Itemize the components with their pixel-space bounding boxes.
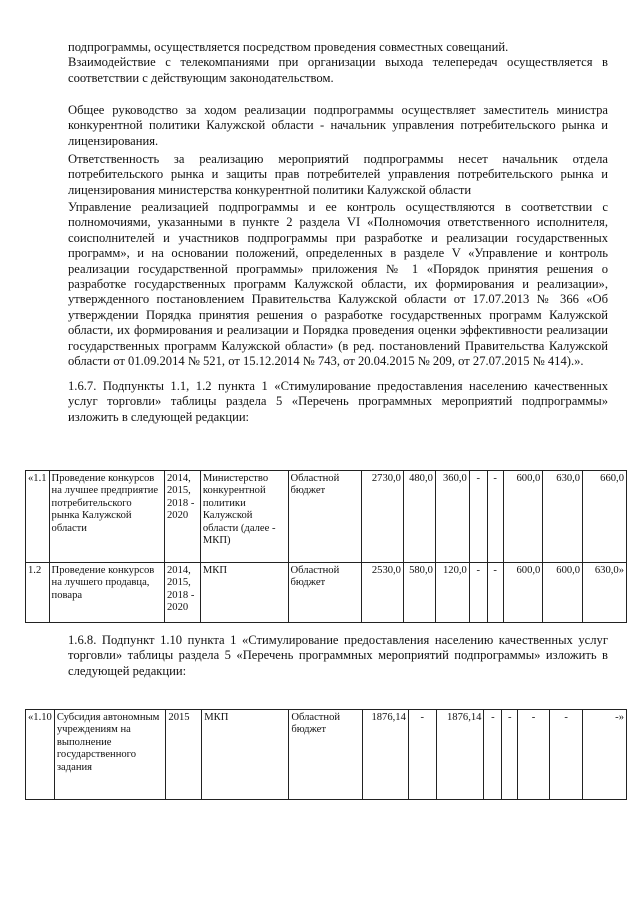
table-row: [26, 710, 627, 800]
cell-source: Областной бюджет: [288, 471, 362, 563]
cell-2017: -: [487, 563, 503, 623]
cell-years: 2014, 2015, 2018 - 2020: [164, 563, 200, 623]
cell-activity: Проведение конкурсов на лучшее предприятие потребительского рынка Калужской области: [49, 471, 164, 563]
cell-total: 2730,0: [362, 471, 404, 563]
paragraph-responsibility: Ответственность за реализацию мероприятий подпрограммы несет начальник отдела потребительского рынка и защиты прав потребителей управления потребительского рынка и лицензирования министерства конкурентной политики Калужской области: [68, 152, 608, 197]
cell-2020: 660,0: [583, 471, 627, 563]
cell-source: Областной бюджет: [288, 563, 362, 623]
cell-total: 2530,0: [362, 563, 404, 623]
cell-2017: -: [502, 710, 518, 800]
cell-2018: 600,0: [503, 563, 543, 623]
paragraph-continuation: подпрограммы, осуществляется посредством проведения совместных совещаний. Взаимодействие с телекомпаниями при организации выхода телепередач осуществляется в соответствии с действующим законодательством.: [68, 40, 608, 85]
cell-2019: 600,0: [543, 563, 583, 623]
cell-2019: 630,0: [543, 471, 583, 563]
table-subitems-1-1-1-2: [25, 470, 627, 623]
cell-number: «1.1: [26, 471, 50, 563]
paragraph-item-1-6-8: 1.6.8. Подпункт 1.10 пункта 1 «Стимулирование предоставления населению качественных услуг торговли» таблицы раздела 5 «Перечень программных мероприятий подпрограммы» изложить в следующей редакции:: [68, 633, 608, 678]
cell-2015: 1876,14: [436, 710, 484, 800]
cell-2017: -: [487, 471, 503, 563]
cell-2018: -: [518, 710, 550, 800]
cell-2020: 630,0»: [583, 563, 627, 623]
cell-2018: 600,0: [503, 471, 543, 563]
cell-2014: 580,0: [403, 563, 435, 623]
cell-2015: 360,0: [435, 471, 469, 563]
cell-years: 2014, 2015, 2018 - 2020: [164, 471, 200, 563]
paragraph-general-management: Общее руководство за ходом реализации подпрограммы осуществляет заместитель министра конкурентной политики Калужской области - начальник управления потребительского рынка и лицензирования.: [68, 103, 608, 148]
paragraph-management-control: Управление реализацией подпрограммы и ее контроль осуществляются в соответствии с полномочиями, указанными в пункте 2 раздела VI «Полномочия ответственного исполнителя, соисполнителей и участников подпрограммы при разработке и реализации государственных программ», и на основании положений, определенных в разделе V «Управление и контроль реализации государственной программы» приложения № 1 «Порядок принятия решения о разработке государственных программ Калужской области, их формирования и реализации», утвержденного постановлением Правительства Калужской области от 17.07.2013 № 366 «Об утверждении Порядка принятия решения о разработке государственных программ Калужской области, их формирования и реализации и Порядка проведения оценки эффективности реализации государственных программ Калужской области» (в ред. постановлений Правительства Калужской области от 01.09.2014 № 521, от 15.12.2014 № 743, от 20.04.2015 № 209, от 27.07.2015 № 414).».: [68, 200, 608, 369]
cell-2015: 120,0: [435, 563, 469, 623]
cell-2016: -: [469, 471, 487, 563]
cell-activity: Проведение конкурсов на лучшего продавца, повара: [49, 563, 164, 623]
cell-number: «1.10: [26, 710, 55, 800]
cell-total: 1876,14: [363, 710, 409, 800]
cell-years: 2015: [166, 710, 202, 800]
cell-2019: -: [549, 710, 583, 800]
table-subitem-1-10: [25, 709, 627, 800]
cell-source: Областной бюджет: [289, 710, 363, 800]
table-row: [26, 471, 627, 563]
table-row: [26, 563, 627, 623]
cell-2016: -: [469, 563, 487, 623]
cell-activity: Субсидия автономным учреждениям на выполнение государственного задания: [54, 710, 166, 800]
cell-2016: -: [484, 710, 502, 800]
cell-2014: 480,0: [403, 471, 435, 563]
cell-number: 1.2: [26, 563, 50, 623]
cell-executor: Министерство конкурентной политики Калужской области (далее - МКП): [200, 471, 288, 563]
cell-executor: МКП: [202, 710, 289, 800]
cell-2014: -: [408, 710, 436, 800]
cell-2020: -»: [583, 710, 627, 800]
paragraph-item-1-6-7: 1.6.7. Подпункты 1.1, 1.2 пункта 1 «Стимулирование предоставления населению качественных услуг торговли» таблицы раздела 5 «Перечень программных мероприятий подпрограммы» изложить в следующей редакции:: [68, 379, 608, 424]
cell-executor: МКП: [200, 563, 288, 623]
